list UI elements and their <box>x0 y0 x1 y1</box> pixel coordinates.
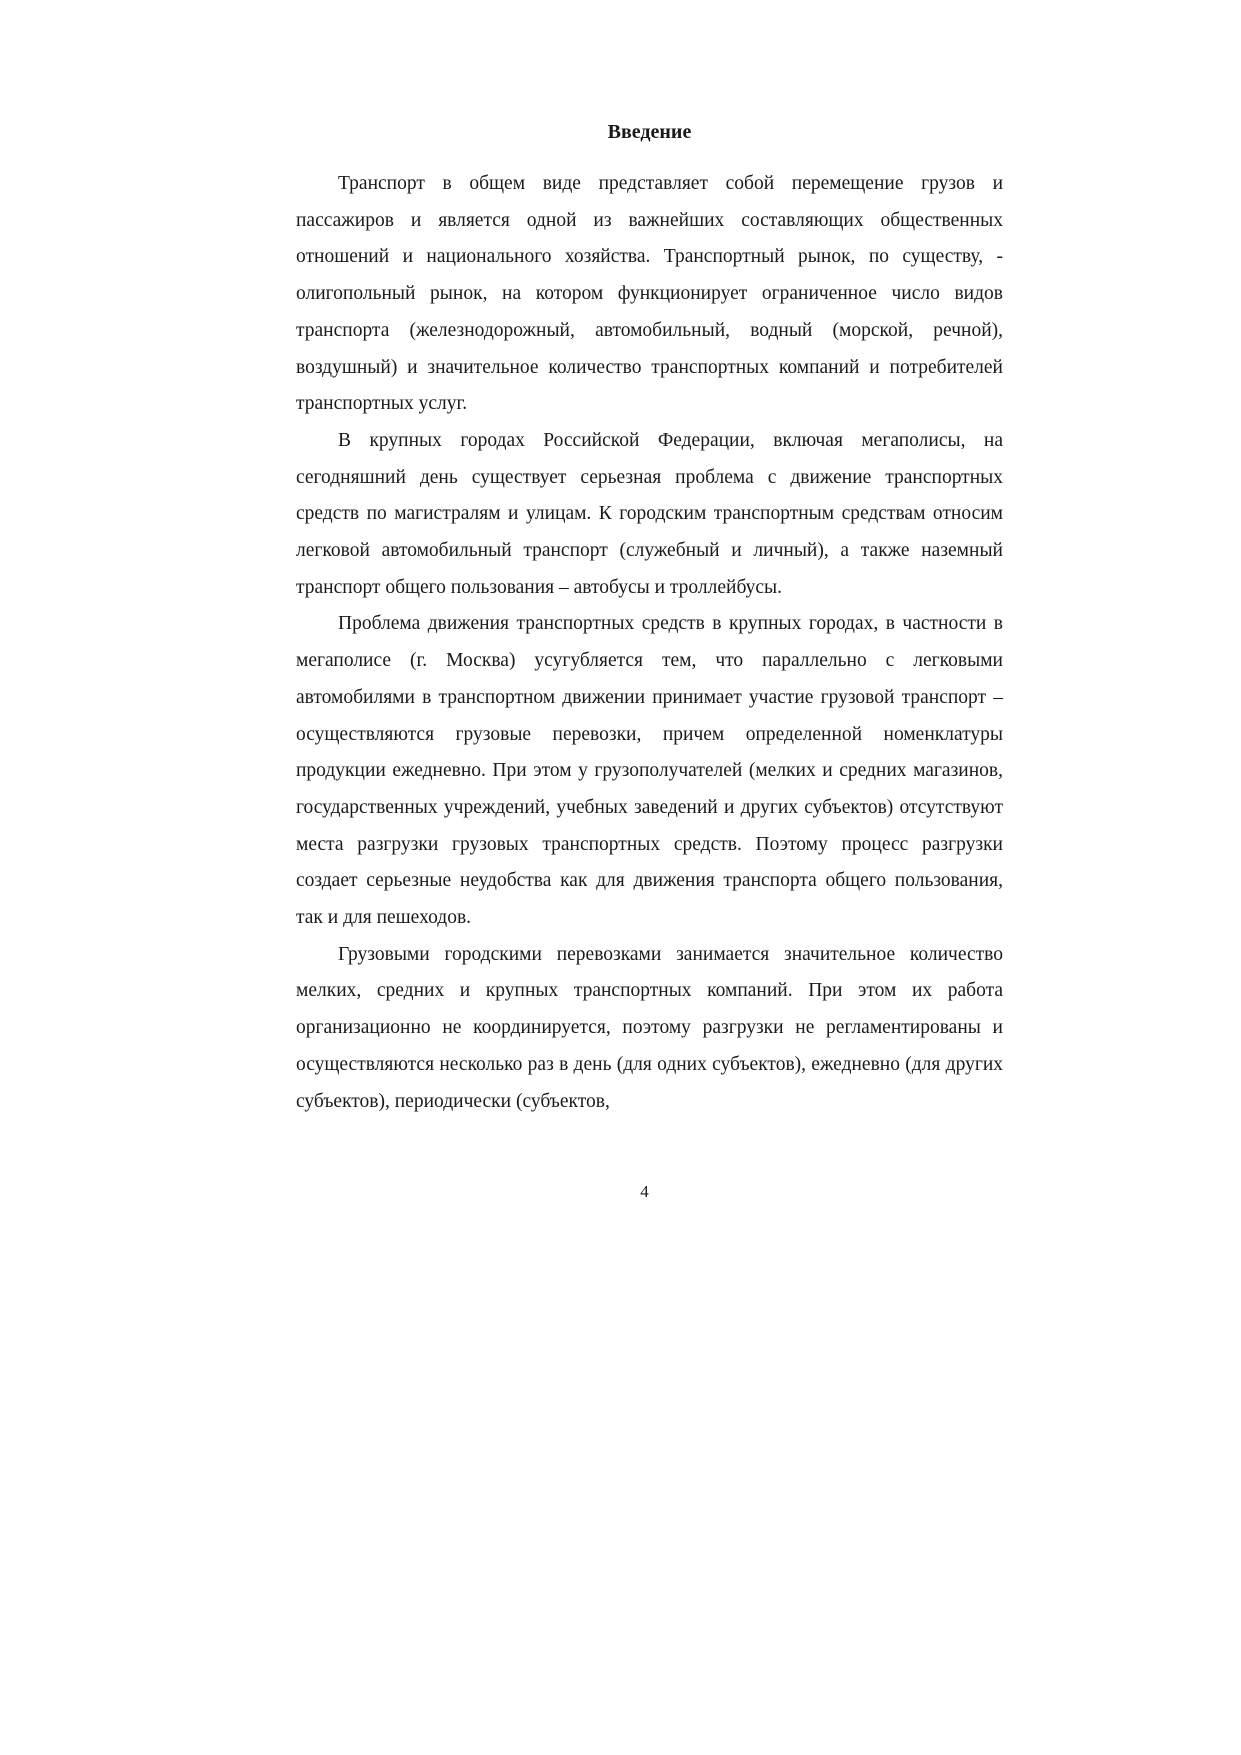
page-content <box>296 118 1003 1120</box>
paragraph: Проблема движения транспортных средств в крупных городах, в частности в мегаполисе (г. Москва) усугубляется тем, что параллельно с легковыми автомобилями в транспортном движении принимает участие грузовой транспорт – осуществляются грузовые перевозки, причем определенной номенклатуры продукции ежедневно. При этом у грузополучателей (мелких и средних магазинов, государственных учреждений, учебных заведений и других субъектов) отсутствуют места разгрузки грузовых транспортных средств. Поэтому процесс разгрузки создает серьезные неудобства как для движения транспорта общего пользования, так и для пешеходов. <box>296 613 1003 929</box>
paragraph: Грузовыми городскими перевозками занимается значительное количество мелких, средних и крупных транспортных компаний. При этом их работа организационно не координируется, поэтому разгрузки не регламентированы и осуществляются несколько раз в день (для одних субъектов), ежедневно (для других субъектов), периодически (субъектов, <box>296 943 1003 1112</box>
paragraph: В крупных городах Российской Федерации, включая мегаполисы, на сегодняшний день существует серьезная проблема с движение транспортных средств по магистралям и улицам. К городским транспортным средствам относим легковой автомобильный транспорт (служебный и личный), а также наземный транспорт общего пользования – автобусы и троллейбусы. <box>296 429 1003 598</box>
section-heading: Введение <box>607 121 692 143</box>
paragraph: Транспорт в общем виде представляет собой перемещение грузов и пассажиров и является одной из важнейших составляющих общественных отношений и национального хозяйства. Транспортный рынок, по существу, - олигопольный рынок, на котором функционирует ограниченное число видов транспорта (железнодорожный, автомобильный, водный (морской, речной), воздушный) и значительное количество транспортных компаний и потребителей транспортных услуг. <box>296 173 1003 415</box>
page-number: 4 <box>640 1182 649 1201</box>
